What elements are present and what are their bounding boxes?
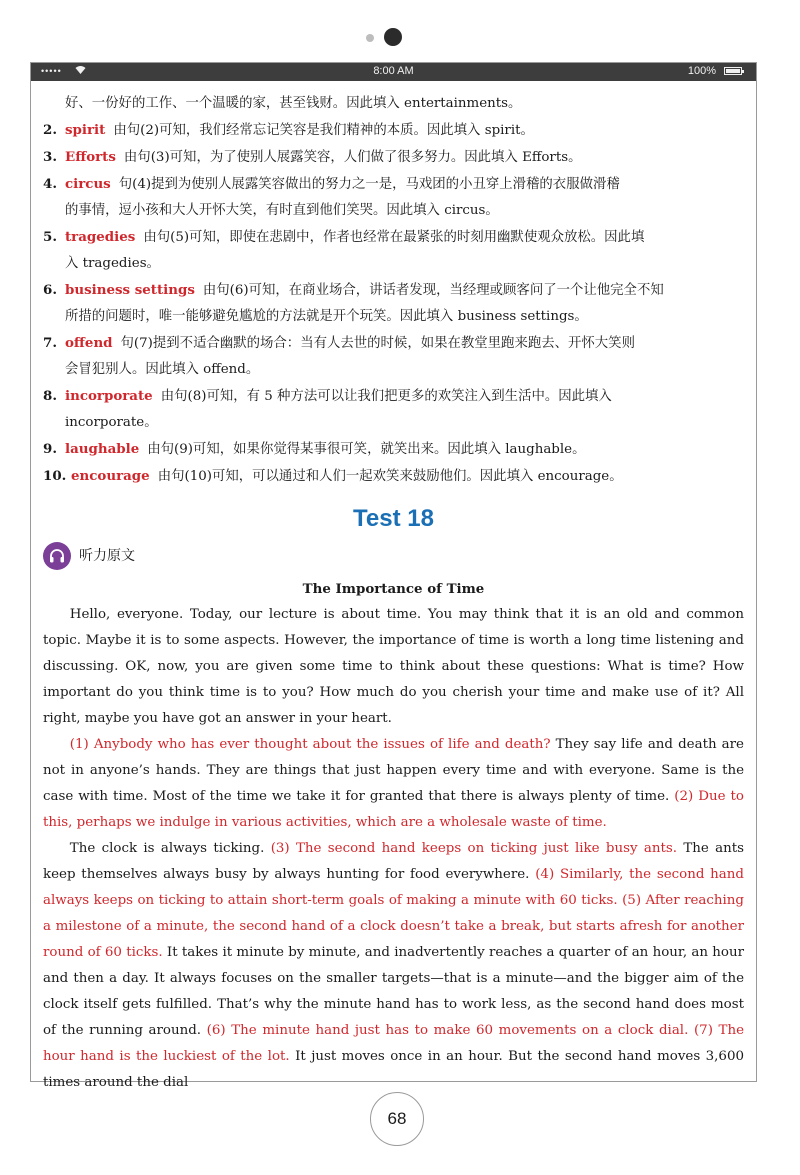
answer-word: encourage [71, 468, 150, 484]
answer-number: 3. [43, 149, 57, 165]
answer-item [43, 383, 744, 410]
sensor-dot [366, 34, 374, 42]
status-time: 8:00 AM [373, 65, 414, 77]
page-number-badge [370, 1092, 424, 1146]
answer-word: laughable [65, 441, 140, 457]
listening-section-header [43, 542, 744, 570]
answer-number: 10. [43, 468, 67, 484]
camera-lens [384, 28, 402, 46]
passage-paragraph-2 [43, 732, 744, 836]
tablet-camera [360, 28, 420, 48]
body-text: It takes it minute by minute, and inadvertently reaches a quarter of an hour, an hour and then a day. It always focuses on the smaller targets—that is a minute—and the bigger aim of the clock itself gets fulfilled. That’s why the minute hand has to work less, as the second hand does most of the running around. [43, 945, 744, 1038]
page-number: 68 [370, 1092, 424, 1146]
signal-icon: ••••• [41, 66, 62, 76]
answer-item [43, 436, 744, 463]
answer-number: 9. [43, 441, 57, 457]
page-content [43, 91, 744, 1096]
body-text: They say life and death are not in anyone’s hands. They are things that just happen every time and with everyone. Same is the case with time. Most of the time we take it for granted that there is always plenty of time. [43, 737, 744, 804]
listening-label: 听力原文 [79, 548, 135, 564]
answer-item [43, 463, 744, 490]
answer-explanation: 由句(8)可知，有 5 种方法可以让我们把更多的欢笑注入到生活中。因此填入 [160, 389, 612, 404]
answer-explanation: 句(7)提到不适合幽默的场合：当有人去世的时候，如果在教堂里跑来跑去、开怀大笑则 [120, 336, 635, 351]
answer-explanation: 由句(2)可知，我们经常忘记笑容是我们精神的本质。因此填入 spirit。 [113, 123, 534, 138]
answer-number: 8. [43, 388, 57, 404]
body-text: The clock is always ticking. [69, 841, 271, 856]
answer-word: Efforts [65, 149, 116, 165]
answer-explanation: 由句(5)可知，即使在悲剧中，作者也经常在最紧张的时刻用幽默使观众放松。因此填 [143, 230, 645, 245]
test-title: Test 18 [353, 505, 434, 532]
answer-explanation-continued: 的事情，逗小孩和大人开怀大笑，有时直到他们笑哭。因此填入 circus。 [65, 203, 499, 218]
answer-word: offend [65, 335, 113, 351]
answer-explanation-continued: 入 tragedies。 [65, 256, 160, 271]
body-text: The ants keep themselves always busy by always hunting for food everywhere. [43, 841, 744, 882]
headphones-icon [43, 542, 71, 570]
battery-icon [724, 67, 742, 75]
answer-number: 7. [43, 335, 57, 351]
answer-explanation-continued: 会冒犯别人。因此填入 offend。 [65, 362, 260, 377]
key-sentence: (1) Anybody who has ever thought about the issues of life and death? [69, 737, 551, 752]
answer-word: circus [65, 176, 111, 192]
answer-list [43, 117, 744, 490]
passage-title: The Importance of Time [302, 581, 485, 597]
answer-explanation-continued: 所措的问题时，唯一能够避免尴尬的方法就是开个玩笑。因此填入 business settings。 [65, 309, 588, 324]
answer-item [43, 330, 744, 357]
answer-explanation: 由句(10)可知，可以通过和人们一起欢笑来鼓励他们。因此填入 encourage。 [157, 469, 623, 484]
body-text: It just moves once in an hour. But the second hand moves 3,600 times around the dial [43, 1049, 744, 1090]
answer-item [43, 144, 744, 171]
passage-paragraph-3 [43, 836, 744, 1096]
battery-percent: 100% [687, 65, 716, 77]
answer-explanation: 由句(9)可知，如果你觉得某事很可笑，就笑出来。因此填入 laughable。 [147, 442, 586, 457]
answer-explanation: 由句(3)可知，为了使别人展露笑容，人们做了很多努力。因此填入 Efforts。 [123, 150, 582, 165]
answer-word: spirit [65, 122, 106, 138]
answer-continuation: 好、一份好的工作、一个温暖的家，甚至钱财。因此填入 entertainments。 [65, 96, 522, 111]
answer-item [43, 277, 744, 304]
answer-item [43, 117, 744, 144]
key-sentence: (3) The second hand keeps on ticking just like busy ants. [270, 841, 677, 856]
answer-number: 2. [43, 122, 57, 138]
answer-word: business settings [65, 282, 195, 298]
key-sentence: (6) The minute hand just has to make 60 movements on a clock dial. (7) The hour hand is the luckiest of the lot. [43, 1023, 745, 1064]
answer-explanation-continued: incorporate。 [65, 415, 158, 430]
status-bar [31, 63, 756, 81]
tablet-screen [30, 62, 757, 1090]
answer-explanation: 由句(6)可知，在商业场合，讲话者发现，当经理或顾客问了一个让他完全不知 [202, 283, 664, 298]
answer-explanation: 句(4)提到为使别人展露笑容做出的努力之一是，马戏团的小丑穿上滑稽的衣服做滑稽 [118, 177, 620, 192]
answer-number: 6. [43, 282, 57, 298]
answer-word: incorporate [65, 388, 153, 404]
answer-item [43, 224, 744, 251]
key-sentence: (4) Similarly, the second hand always keeps on ticking to attain short-term goals of making a minute with 60 ticks. (5) After reaching a milestone of a minute, the second hand of a clock doesn’t take a break, but starts afresh for another round of 60 ticks. [43, 867, 744, 960]
answer-number: 4. [43, 176, 57, 192]
passage-paragraph-1: Hello, everyone. Today, our lecture is about time. You may think that it is an old and common topic. Maybe it is to some aspects. However, the importance of time is worth a long time listening and discussing. OK, now, you are given some time to think about these questions: What is time? How important do you think time is to you? How much do you cherish your time and make use of it? All right, maybe you have got an answer in your heart. [43, 607, 744, 726]
answer-item [43, 171, 744, 198]
answer-word: tragedies [65, 229, 136, 245]
key-sentence: (2) Due to this, perhaps we indulge in various activities, which are a wholesale waste of time. [43, 789, 744, 830]
answer-number: 5. [43, 229, 57, 245]
